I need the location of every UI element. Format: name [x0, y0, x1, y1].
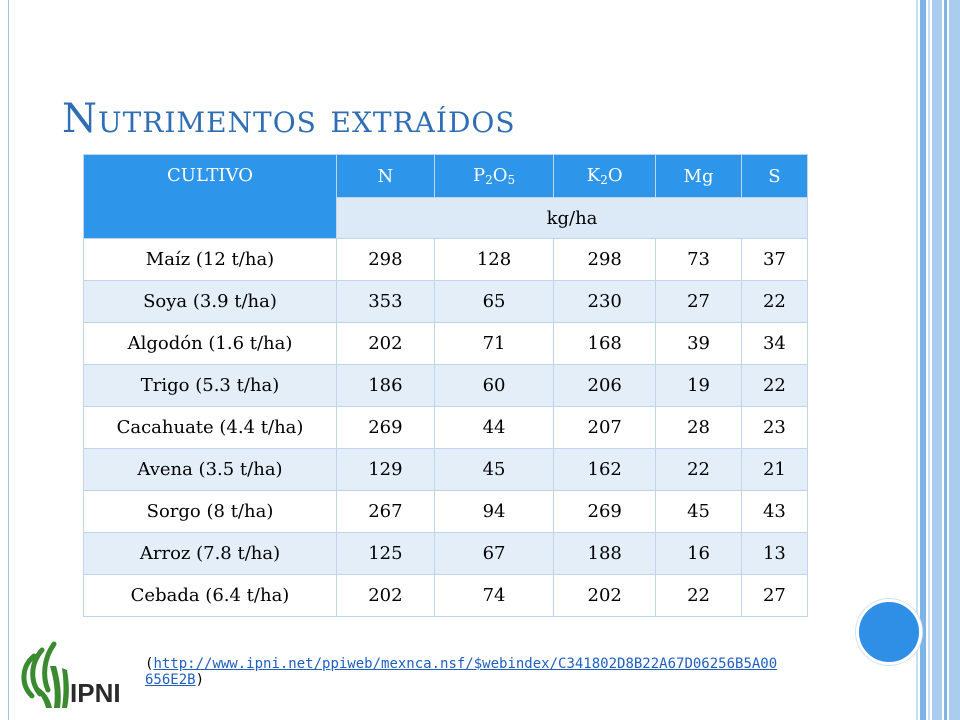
cell-k2o: 206: [554, 365, 656, 407]
cell-crop: Algodón (1.6 t/ha): [84, 323, 337, 365]
ipni-logo: [14, 636, 139, 712]
table-row: [84, 407, 808, 449]
source-link[interactable]: http://www.ipni.net/ppiweb/mexnca.nsf/$webindex/C341802D8B22A67D06256B5A00656E2B: [145, 656, 778, 688]
header-p2o5: $P_2O_5$: [434, 155, 553, 198]
cell-s: 21: [741, 449, 807, 491]
cell-k2o: 269: [554, 491, 656, 533]
slide-title: Nutrimentos extraídos: [62, 96, 516, 142]
cell-s: 27: [741, 575, 807, 617]
cell-crop: Cebada (6.4 t/ha): [84, 575, 337, 617]
cell-p2o5: 71: [434, 323, 553, 365]
cell-s: 43: [741, 491, 807, 533]
cell-crop: Cacahuate (4.4 t/ha): [84, 407, 337, 449]
table-row: [84, 533, 808, 575]
table-row: [84, 365, 808, 407]
cell-p2o5: 74: [434, 575, 553, 617]
cell-s: 23: [741, 407, 807, 449]
left-frame-line: [8, 0, 9, 720]
cell-n: 202: [337, 575, 435, 617]
cell-k2o: 162: [554, 449, 656, 491]
cell-p2o5: 128: [434, 239, 553, 281]
cell-crop: Maíz (12 t/ha): [84, 239, 337, 281]
table-row: [84, 575, 808, 617]
header-mg: Mg: [656, 155, 742, 198]
header-k2o: $K_2O$: [554, 155, 656, 198]
cell-n: 298: [337, 239, 435, 281]
header-s: S: [741, 155, 807, 198]
cell-p2o5: 94: [434, 491, 553, 533]
cell-k2o: 207: [554, 407, 656, 449]
table-row: [84, 491, 808, 533]
cell-crop: Arroz (7.8 t/ha): [84, 533, 337, 575]
source-citation: (http://www.ipni.net/ppiweb/mexnca.nsf/$webindex/C341802D8B22A67D06256B5A00656E2B): [145, 656, 778, 688]
cell-crop: Trigo (5.3 t/ha): [84, 365, 337, 407]
cell-crop: Soya (3.9 t/ha): [84, 281, 337, 323]
cell-p2o5: 67: [434, 533, 553, 575]
cell-mg: 19: [656, 365, 742, 407]
header-crop: CULTIVO: [84, 155, 337, 239]
cell-s: 22: [741, 281, 807, 323]
cell-crop: Avena (3.5 t/ha): [84, 449, 337, 491]
cell-n: 125: [337, 533, 435, 575]
unit-label: kg/ha: [337, 198, 808, 239]
table-header-row: [84, 155, 808, 198]
cell-k2o: 202: [554, 575, 656, 617]
cell-crop: Sorgo (8 t/ha): [84, 491, 337, 533]
cell-n: 129: [337, 449, 435, 491]
cell-n: 202: [337, 323, 435, 365]
cell-s: 37: [741, 239, 807, 281]
cell-k2o: 168: [554, 323, 656, 365]
cell-s: 13: [741, 533, 807, 575]
cell-mg: 28: [656, 407, 742, 449]
cell-mg: 45: [656, 491, 742, 533]
cell-p2o5: 44: [434, 407, 553, 449]
cell-n: 353: [337, 281, 435, 323]
cell-k2o: 298: [554, 239, 656, 281]
cell-s: 34: [741, 323, 807, 365]
table-row: [84, 449, 808, 491]
cell-mg: 22: [656, 575, 742, 617]
cell-mg: 27: [656, 281, 742, 323]
cell-mg: 73: [656, 239, 742, 281]
cell-p2o5: 60: [434, 365, 553, 407]
table-row: [84, 281, 808, 323]
cell-p2o5: 65: [434, 281, 553, 323]
cell-n: 186: [337, 365, 435, 407]
cell-n: 269: [337, 407, 435, 449]
cell-p2o5: 45: [434, 449, 553, 491]
cell-n: 267: [337, 491, 435, 533]
decorative-circle: [856, 599, 922, 665]
cell-mg: 22: [656, 449, 742, 491]
table-row: [84, 323, 808, 365]
header-n: N: [337, 155, 435, 198]
cell-k2o: 188: [554, 533, 656, 575]
svg-text:IPNI: IPNI: [70, 678, 121, 708]
cell-s: 22: [741, 365, 807, 407]
right-decorative-bars: [916, 0, 960, 720]
cell-k2o: 230: [554, 281, 656, 323]
table-row: [84, 239, 808, 281]
nutrient-table: [83, 154, 808, 617]
cell-mg: 16: [656, 533, 742, 575]
cell-mg: 39: [656, 323, 742, 365]
